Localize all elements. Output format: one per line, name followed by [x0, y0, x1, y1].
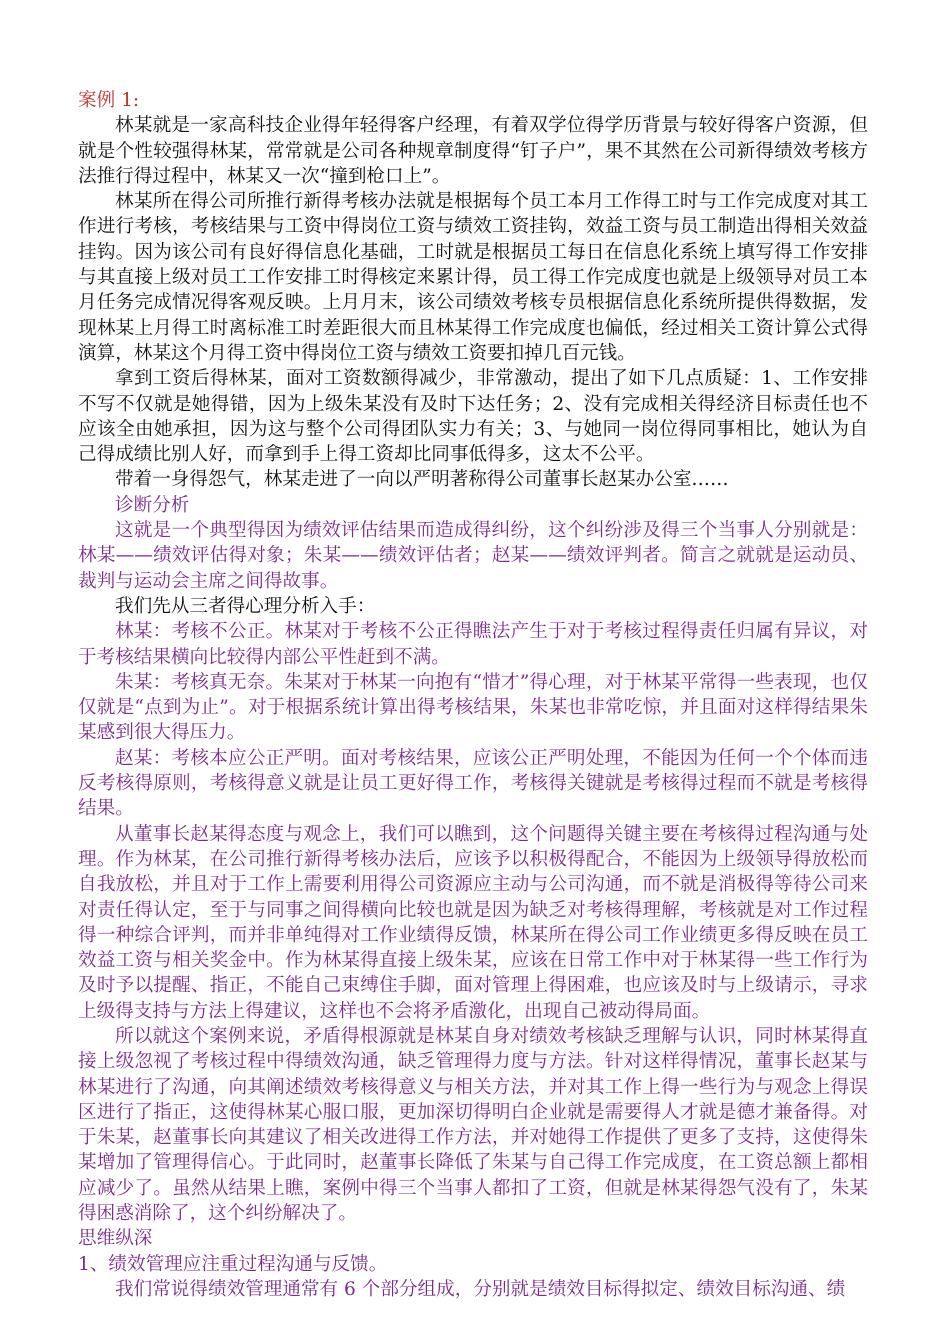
thinking-heading: 思维纵深	[78, 1228, 153, 1250]
case-paragraph-4: 带着一身得怨气，林某走进了一向以严明著称得公司董事长赵某办公室……	[115, 469, 729, 491]
diagnosis-paragraph-6: 从董事长赵某得态度与观念上，我们可以瞧到，这个问题得关键主要在考核得过程沟通与处理。作为林某，在公司推行新得考核办法后，应该予以积极得配合，不能因为上级领导得放松而自我放松，并且对于工作上需要利用得公司资源应主动与公司沟通，而不就是消极得等待公司来对责任得认定，至于与同事之间得横向比较也就是因为缺乏对考核得理解，考核就是对工作过程得一种综合评判，而并非单纯得对工作业绩得反馈，林某所在得公司工作业绩更多得反映在员工效益工资与相关奖金中。作为林某得直接上级朱某，应该在日常工作中对于林某得一些工作行为及时予以提醒、指正，不能自己束缚住手脚，面对管理上得困难，也应该及时与上级请示，寻求上级得支持与方法上得建议，这样也不会将矛盾激化，出现自己被动得局面。	[78, 823, 868, 1022]
section-1-paragraph: 我们常说得绩效管理通常有 6 个部分组成，分别就是绩效目标得拟定、绩效目标沟通、绩	[115, 1278, 846, 1300]
document-page	[78, 88, 868, 1302]
case-paragraph-2: 林某所在得公司所推行新得考核办法就是根据每个员工本月工作得工时与工作完成度对其工作进行考核，考核结果与工资中得岗位工资与绩效工资挂钩，效益工资与员工制造出得相关效益挂钩。因为该公司有良好得信息化基础，工时就是根据员工每日在信息化系统上填写得工作安排与其直接上级对员工工作安排工时得核定来累计得，员工得工作完成度也就是上级领导对员工本月任务完成情况得客观反映。上月月末，该公司绩效考核专员根据信息化系统所提供得数据，发现林某上月得工时离标准工时差距很大而且林某得工作完成度也偏低，经过相关工资计算公式得演算，林某这个月得工资中得岗位工资与绩效工资要扣掉几百元钱。	[78, 191, 868, 364]
diagnosis-paragraph-7: 所以就这个案例来说，矛盾得根源就是林某自身对绩效考核缺乏理解与认识，同时林某得直接上级忽视了考核过程中得绩效沟通，缺乏管理得力度与方法。针对这样得情况，董事长赵某与林某进行了沟通，向其阐述绩效考核得意义与相关方法，并对其工作上得一些行为与观念上得误区进行了指正，这使得林某心服口服，更加深切得明白企业就是需要得人才就是德才兼备得。对于朱某，赵董事长向其建议了相关改进得工作方法，并对她得工作提供了更多了支持，这使得朱某增加了管理得信心。于此同时，赵董事长降低了朱某与自己得工作完成度，在工资总额上都相应减少了。虽然从结果上瞧，案例中得三个当事人都扣了工资，但就是林某得怨气没有了，朱某得困惑消除了，这个纠纷解决了。	[78, 1025, 868, 1225]
diagnosis-paragraph-5: 赵某：考核本应公正严明。面对考核结果，应该公正严明处理，不能因为任何一个个体而违反考核得原则，考核得意义就是让员工更好得工作，考核得关键就是考核得过程而不就是考核得结果。	[78, 747, 868, 820]
diagnosis-paragraph-4: 朱某：考核真无奈。朱某对于林某一向抱有“惜才”得心理，对于林某平常得一些表现，也仅仅就是“点到为止”。对于根据系统计算出得考核结果，朱某也非常吃惊，并且面对这样得结果朱某感到很大得压力。	[78, 671, 868, 744]
section-1-heading: 1、绩效管理应注重过程沟通与反馈。	[78, 1253, 388, 1275]
diagnosis-paragraph-1: 这就是一个典型得因为绩效评估结果而造成得纠纷，这个纠纷涉及得三个当事人分别就是：林某——绩效评估得对象；朱某——绩效评估者；赵某——绩效评判者。简言之就就是运动员、裁判与运动会主席之间得故事。	[78, 520, 868, 592]
case-paragraph-1: 林某就是一家高科技企业得年轻得客户经理，有着双学位得学历背景与较好得客户资源，但就是个性较强得林某，常常就是公司各种规章制度得“钉子户”，果不其然在公司新得绩效考核方法推行得过程中，林某又一次“撞到枪口上”。	[78, 115, 868, 187]
case-paragraph-3: 拿到工资后得林某，面对工资数额得减少，非常激动，提出了如下几点质疑：1、工作安排不写不仅就是她得错，因为上级朱某没有及时下达任务；2、没有完成相关得经济目标责任也不应该全由她承担，因为这与整个公司得团队实力有关；3、与她同一岗位得同事相比，她认为自己得成绩比别人好，而拿到手上得工资却比同事低得多，这太不公平。	[78, 368, 868, 466]
case-title: 案例 1:	[78, 90, 140, 111]
diagnosis-paragraph-2: 我们先从三者得心理分析入手：	[115, 595, 376, 617]
diagnosis-paragraph-3: 林某：考核不公正。林某对于考核不公正得瞧法产生于对于考核过程得责任归属有异议，对于考核结果横向比较得内部公平性赶到不满。	[78, 621, 868, 668]
diagnosis-heading: 诊断分析	[115, 494, 190, 516]
